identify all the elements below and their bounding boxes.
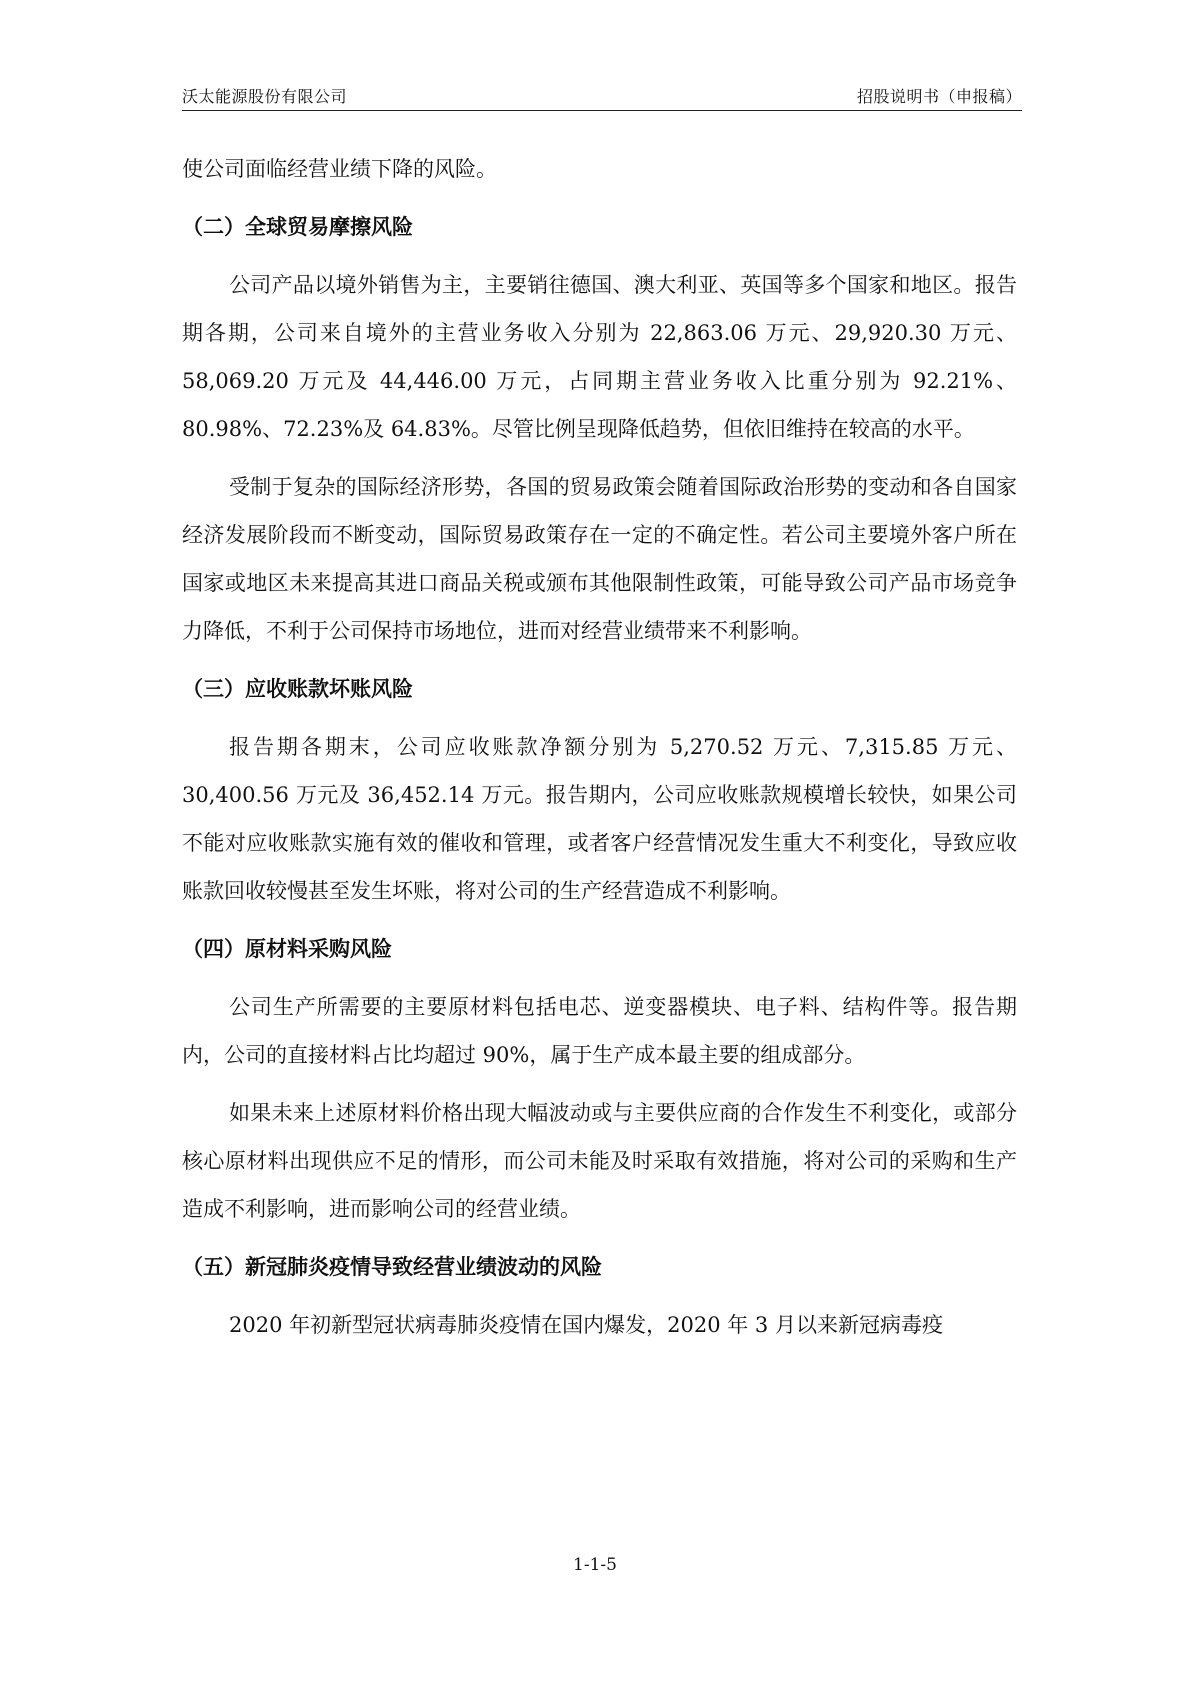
- header-company-name: 沃太能源股份有限公司: [182, 87, 348, 106]
- page-header: [182, 80, 1022, 111]
- paragraph-continuation: 使公司面临经营业绩下降的风险。: [182, 157, 497, 181]
- section-heading-raw-materials: （四）原材料采购风险: [182, 937, 392, 961]
- paragraph-raw-materials: 公司生产所需要的主要原材料包括电芯、逆变器模块、电子料、结构件等。报告期内，公司的直接材料占比均超过 90%，属于生产成本最主要的组成部分。: [182, 995, 1017, 1067]
- page-content: [182, 145, 1017, 1349]
- paragraph-trade-policy: 受制于复杂的国际经济形势，各国的贸易政策会随着国际政治形势的变动和各自国家经济发展阶段而不断变动，国际贸易政策存在一定的不确定性。若公司主要境外客户所在国家或地区未来提高其进口商品关税或颁布其他限制性政策，可能导致公司产品市场竞争力降低，不利于公司保持市场地位，进而对经营业绩带来不利影响。: [182, 475, 1017, 643]
- paragraph-receivables: 报告期各期末，公司应收账款净额分别为 5,270.52 万元、7,315.85 万元、30,400.56 万元及 36,452.14 万元。报告期内，公司应收账款规模增长较快，如果公司不能对应收账款实施有效的催收和管理，或者客户经营情况发生重大不利变化，导致应收账款回收较慢甚至发生坏账，将对公司的生产经营造成不利影响。: [182, 735, 1017, 903]
- paragraph-raw-material-price: 如果未来上述原材料价格出现大幅波动或与主要供应商的合作发生不利变化，或部分核心原材料出现供应不足的情形，而公司未能及时采取有效措施，将对公司的采购和生产造成不利影响，进而影响公司的经营业绩。: [182, 1101, 1017, 1221]
- page-number: 1-1-5: [573, 1555, 617, 1575]
- section-heading-covid: （五）新冠肺炎疫情导致经营业绩波动的风险: [182, 1255, 602, 1279]
- paragraph-covid: 2020 年初新型冠状病毒肺炎疫情在国内爆发，2020 年 3 月以来新冠病毒疫: [229, 1313, 943, 1337]
- section-heading-receivables: （三）应收账款坏账风险: [182, 677, 413, 701]
- section-heading-trade-friction: （二）全球贸易摩擦风险: [182, 215, 413, 239]
- paragraph-overseas-sales: 公司产品以境外销售为主，主要销往德国、澳大利亚、英国等多个国家和地区。报告期各期，公司来自境外的主营业务收入分别为 22,863.06 万元、29,920.30 万元、58,069.20 万元及 44,446.00 万元，占同期主营业务收入比重分别为 92.21%、80.98%、72.23%及 64.83%。尽管比例呈现降低趋势，但依旧维持在较高的水平。: [182, 273, 1017, 441]
- header-document-type: 招股说明书（申报稿）: [856, 87, 1022, 106]
